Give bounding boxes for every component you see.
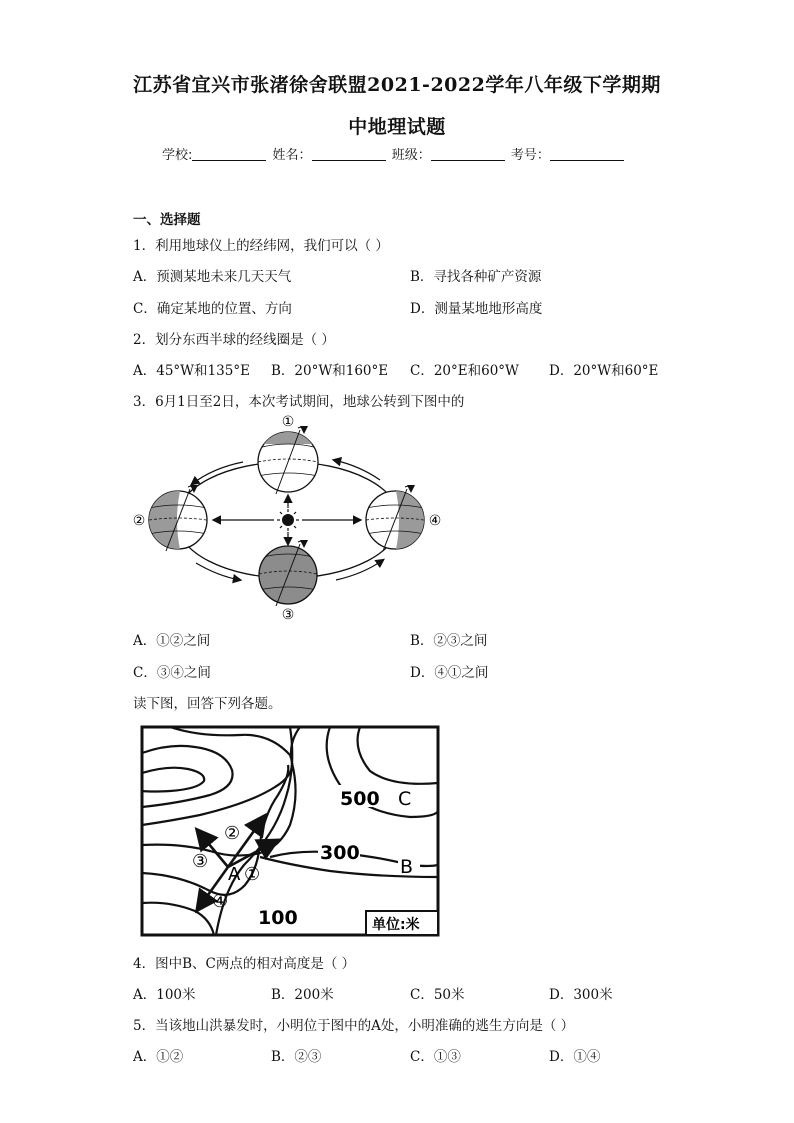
earth-position-1 (258, 427, 318, 494)
question-2-option-b[interactable]: B．20°W和160°E (271, 363, 389, 379)
point-label-a: A (228, 864, 241, 885)
question-5-option-c[interactable]: C．①③ (410, 1049, 461, 1065)
direction-label-2: ② (224, 823, 241, 844)
question-4-option-a[interactable]: A．100米 (133, 987, 196, 1003)
question-2-option-c[interactable]: C．20°E和60°W (410, 363, 519, 379)
orbit-label-3: ③ (281, 607, 295, 623)
direction-label-3: ③ (192, 851, 209, 872)
orbit-label-1: ① (281, 414, 295, 430)
question-4-option-c[interactable]: C．50米 (410, 987, 465, 1003)
question-2-option-d[interactable]: D．20°W和60°E (549, 363, 659, 379)
page-title-line2: 中地理试题 (348, 116, 446, 138)
question-2-option-a[interactable]: A．45°W和135°E (133, 363, 250, 379)
question-5-option-d[interactable]: D．①④ (549, 1049, 601, 1065)
question-4-option-d[interactable]: D．300米 (549, 987, 613, 1003)
section-heading: 一、选择题 (133, 212, 201, 228)
question-1-option-c[interactable]: C．确定某地的位置、方向 (133, 301, 292, 317)
exam-no-blank[interactable] (550, 148, 624, 161)
sun-icon (277, 509, 299, 531)
orbit-arrow-top-right (334, 460, 380, 480)
earth-position-2 (149, 486, 207, 551)
question-1-stem: 1．利用地球仪上的经纬网，我们可以（ ） (133, 238, 389, 254)
name-blank[interactable] (312, 148, 386, 161)
question-5-option-a[interactable]: A．①② (133, 1049, 184, 1065)
question-1-option-d[interactable]: D．测量某地地形高度 (410, 301, 543, 317)
question-3-option-d[interactable]: D．④①之间 (410, 665, 489, 681)
direction-label-1: ① (244, 864, 261, 885)
question-4-stem: 4．图中B、C两点的相对高度是（ ） (133, 956, 356, 972)
read-figure-prompt: 读下图，回答下列各题。 (133, 696, 282, 712)
question-1-option-b[interactable]: B．寻找各种矿产资源 (410, 269, 542, 285)
point-label-b: B (400, 856, 414, 878)
class-blank[interactable] (431, 148, 505, 161)
map-unit-label: 单位:米 (372, 917, 420, 933)
question-3-stem: 3．6月1日至2日，本次考试期间，地球公转到下图中的 (133, 394, 465, 410)
student-info-row (162, 144, 626, 163)
school-blank[interactable] (192, 148, 266, 161)
question-2-stem: 2．划分东西半球的经线圈是（ ） (133, 332, 335, 348)
exam-no-label: 考号： (510, 148, 550, 163)
direction-label-4: ④ (212, 891, 229, 912)
earth-position-3 (259, 541, 317, 606)
question-3-option-a[interactable]: A．①②之间 (133, 633, 211, 649)
contour-label-100: 100 (258, 907, 298, 929)
earth-position-4 (366, 486, 424, 551)
contour-label-300: 300 (320, 842, 360, 864)
question-5-stem: 5．当该地山洪暴发时，小明位于图中的A处，小明准确的逃生方向是（ ） (133, 1018, 575, 1034)
question-1-option-a[interactable]: A．预测某地未来几天天气 (133, 269, 292, 285)
contour-label-500: 500 (340, 788, 380, 810)
orbit-label-2: ② (132, 513, 146, 529)
question-3-option-c[interactable]: C．③④之间 (133, 665, 211, 681)
orbit-arrow-top-left (192, 462, 243, 484)
orbit-label-4: ④ (428, 513, 442, 529)
class-label: 班级： (391, 148, 431, 163)
question-5-option-b[interactable]: B．②③ (271, 1049, 322, 1065)
page-title-line1: 江苏省宜兴市张渚徐舍联盟2021-2022学年八年级下学期期 (133, 74, 661, 96)
school-label: 学校: (162, 148, 193, 163)
question-4-option-b[interactable]: B．200米 (271, 987, 334, 1003)
name-label: 姓名： (272, 148, 312, 163)
question-3-option-b[interactable]: B．②③之间 (410, 633, 488, 649)
earth-orbit-figure (128, 410, 448, 625)
contour-map-figure (140, 725, 440, 937)
orbit-arrow-bottom-right (336, 560, 383, 580)
point-label-c: C (398, 788, 412, 810)
